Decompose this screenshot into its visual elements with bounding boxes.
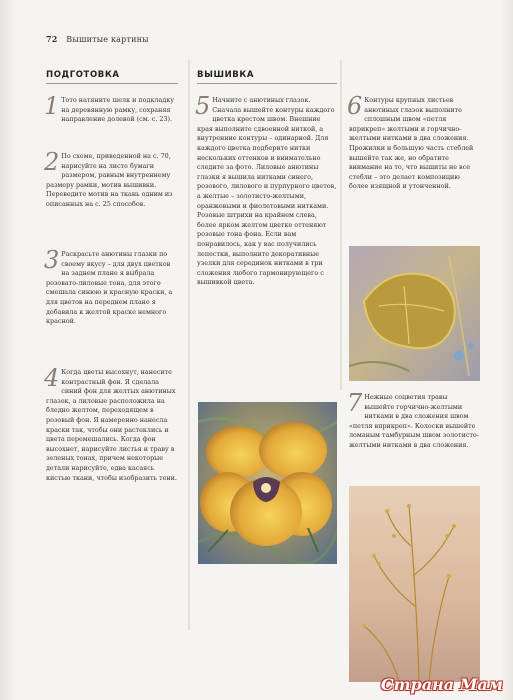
grass-illustration: [349, 486, 480, 682]
leaf-illustration: [349, 246, 480, 381]
column-separator: [188, 60, 190, 630]
step-6: [347, 92, 479, 192]
step-text: Начните с анютиных глазок. Сначала вышейте контуры каждого цветка крестом швом. Внешние края выполните сдвоенной ниткой, а внутренние контуры – одинарной. Для каждого цветка подберите нитки нескольких оттенков и внимательно следите за фото. Лиловые анютины глазки я вышила нитками синего, розового, лилового и пурпурного цветов, а желтые – золотисто-желтыми, оранжевыми и фиолетовыми нитками. Розовые штрихи на крайнем слева, более ярком желтом цветке оттеняют розовые тона фона. Если вам понравилось, как у вас получились лепестки, выполните декоративные узелки для серединок нитками в три сложения любого гармонирующего с вышивкой цвета.: [197, 96, 337, 287]
step-text: Контуры крупных листьев анютиных глазок выполните сплошным швом «петля вприкреп» желтыми и горчично-желтыми нитками в два сложения. Прожилки и большую часть стеблей вышейте так же, но обратите внимание на то, что вышиты не все стебли – это делает композицию более изящной и утонченной.: [349, 96, 474, 191]
leaf-embroidery-photo: [349, 246, 480, 381]
page-number: 72: [46, 34, 58, 44]
step-4: [44, 364, 180, 483]
column-separator: [340, 60, 342, 390]
step-number: 2: [44, 148, 60, 176]
step-text: Когда цветы высохнут, нанесите контрастный фон. Я сделала синий фон для желтых анютиных глазок, а лиловые расположила на бледно желтом, переходящем в розовый фон. Я намеренно нанесла краски так, чтобы они растеклись и цвета перемешались. Когда фон высохнет, нарисуйте листья и траву в зеленых тонах, причем некоторые детали нарисуйте, едва касаясь кистью ткани, чтобы изобразить тени.: [46, 368, 177, 482]
section-title-embroidery: ВЫШИВКА: [197, 70, 337, 84]
step-number: 6: [347, 92, 363, 120]
running-title: Вышитые картины: [66, 35, 149, 44]
step-7: [347, 389, 479, 451]
site-watermark: Страна Мам: [380, 675, 503, 694]
step-3: [44, 246, 180, 327]
step-1: [44, 92, 180, 125]
step-number: 5: [195, 92, 211, 120]
preparation-column: [46, 70, 178, 96]
step-number: 4: [44, 364, 60, 392]
pansy-illustration: [198, 402, 337, 564]
grass-embroidery-photo: [349, 486, 480, 682]
step-5: [195, 92, 337, 288]
pansy-embroidery-photo: [198, 402, 337, 564]
embroidery-column: [197, 70, 337, 96]
running-header: [46, 34, 149, 44]
step-text: Нежные соцветия травы вышейте горчично-желтыми нитками в два сложения швом «петля вприкреп». Колоски вышейте ломаным тамбурным швом золотисто-желтыми нитками в два сложения.: [349, 393, 479, 449]
step-text: По схеме, приведенной на с. 70, нарисуйте на листе бумаги размером, равным внутреннему размеру рамки, мотив вышивки. Переведите мотив на ткань одним из описанных на с. 25 способов.: [46, 152, 173, 208]
step-number: 3: [44, 246, 60, 274]
step-number: 7: [347, 389, 363, 417]
section-title-preparation: ПОДГОТОВКА: [46, 70, 178, 84]
step-2: [44, 148, 180, 210]
step-number: 1: [44, 92, 60, 120]
step-text: Тото натяните шелк и подкладку на деревянную рамку, сохраняя направление долевой (см. с. 23).: [61, 96, 175, 124]
step-text: Раскрасьте анютины глазки по своему вкусу – для двух цветков на заднем плане я выбрала розовато-лиловые тона, для этого смешала синюю и красную краски, а для цветов на переднем плане я добавила к желтой краске немного красной.: [46, 250, 173, 326]
